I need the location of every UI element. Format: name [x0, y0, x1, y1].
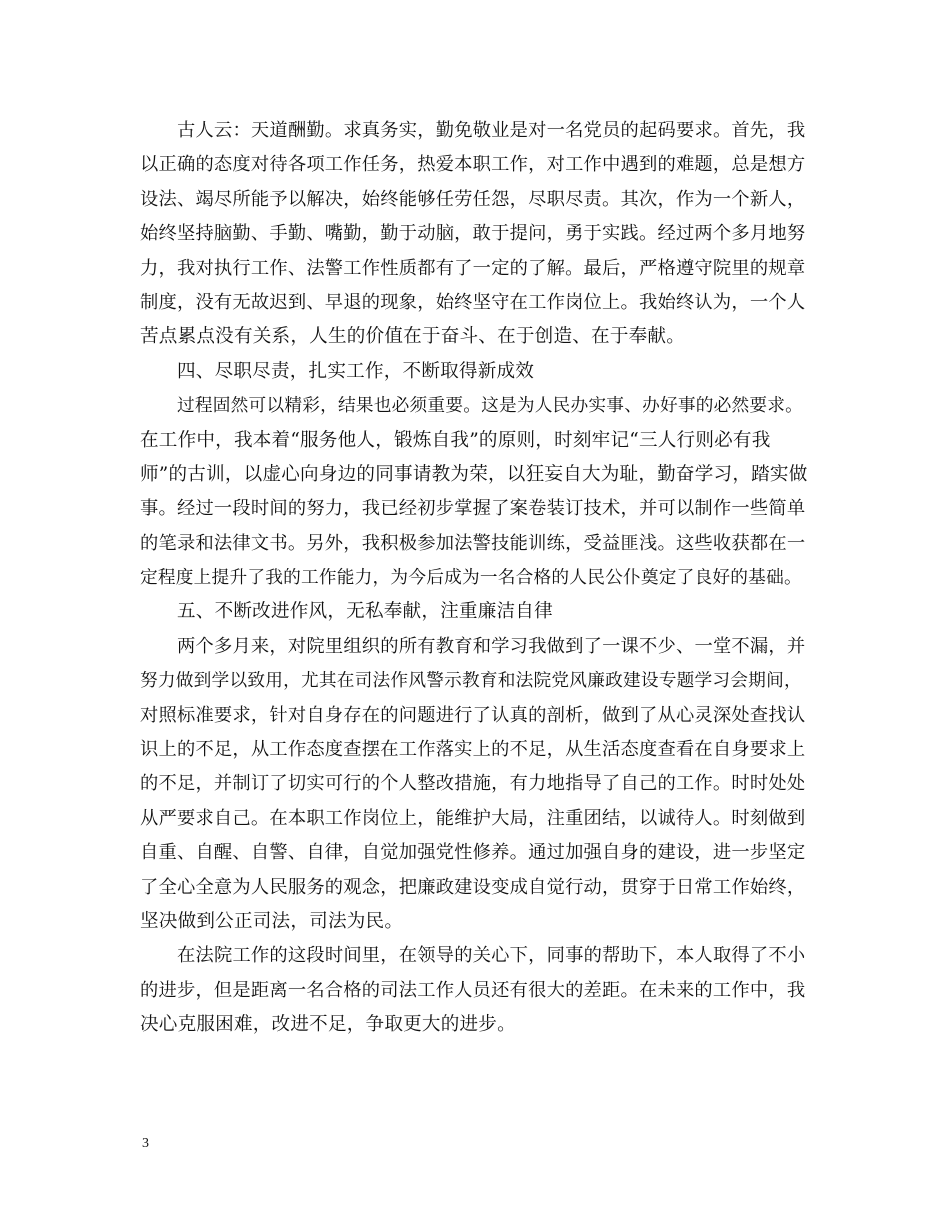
section-heading-five	[140, 595, 812, 629]
text-line: 识上的不足，从工作态度查摆在工作落实上的不足，从生活态度查看在自身要求上	[140, 739, 806, 761]
text-line: 决心克服困难，改进不足，争取更大的进步。	[140, 1014, 516, 1036]
text-line: 始终坚持脑勤、手勤、嘴勤，勤于动脑，敢于提问，勇于实践。经过两个多月地努	[140, 223, 806, 245]
text-line: 坚决做到公正司法，司法为民。	[140, 910, 404, 932]
text-line: 设法、竭尽所能予以解决，始终能够任劳任怨，尽职尽责。其次，作为一个新人，	[140, 188, 806, 210]
text-line: 从严要求自己。在本职工作岗位上，能维护大局，注重团结，以诚待人。时刻做到	[140, 807, 806, 829]
text-line: 事。经过一段时间的努力，我已经初步掌握了案卷装订技术，并可以制作一些简单	[140, 498, 806, 520]
document-body	[140, 114, 812, 1043]
text-line: 在法院工作的这段时间里，在领导的关心下，同事的帮助下，本人取得了不小	[177, 945, 806, 967]
text-line: 力，我对执行工作、法警工作性质都有了一定的了解。最后，严格遵守院里的规章	[140, 257, 806, 279]
section-heading: 五、不断改进作风，无私奉献，注重廉洁自律	[177, 601, 553, 623]
text-line: 对照标准要求，针对自身存在的问题进行了认真的剖析，做到了从心灵深处查找认	[140, 704, 806, 726]
text-line: 古人云：天道酬勤。求真务实，勤免敬业是对一名党员的起码要求。首先，我	[177, 120, 806, 141]
text-line: 制度，没有无故迟到、早退的现象，始终坚守在工作岗位上。我始终认为，一个人	[140, 291, 806, 313]
text-line: 两个多月来，对院里组织的所有教育和学习我做到了一课不少、一堂不漏，并	[177, 635, 806, 657]
text-line: 的不足，并制订了切实可行的个人整改措施，有力地指导了自己的工作。时时处处	[140, 773, 806, 795]
paragraph-diligence	[140, 114, 812, 355]
section-heading: 四、尽职尽责，扎实工作，不断取得新成效	[177, 360, 535, 382]
text-line: 师”的古训，以虚心向身边的同事请教为荣，以狂妄自大为耻，勤奋学习，踏实做	[140, 463, 808, 485]
text-line: 以正确的态度对待各项工作任务，热爱本职工作，对工作中遇到的难题，总是想方	[140, 154, 806, 176]
text-line: 的进步，但是距离一名合格的司法工作人员还有很大的差距。在未来的工作中，我	[140, 979, 806, 1001]
paragraph-results	[140, 389, 812, 595]
text-line: 在工作中，我本着“服务他人，锻炼自我”的原则，时刻牢记“三人行则必有我	[140, 429, 771, 451]
paragraph-integrity	[140, 630, 812, 940]
text-line: 努力做到学以致用，尤其在司法作风警示教育和法院党风廉政建设专题学习会期间，	[140, 671, 802, 692]
paragraph-conclusion	[140, 939, 812, 1042]
text-line: 过程固然可以精彩，结果也必须重要。这是为人民办实事、办好事的必然要求。	[177, 396, 804, 417]
section-heading-four	[140, 355, 812, 389]
text-line: 了全心全意为人民服务的观念，把廉政建设变成自觉行动，贯穿于日常工作始终，	[140, 876, 806, 898]
text-line: 苦点累点没有关系，人生的价值在于奋斗、在于创造、在于奉献。	[140, 326, 686, 348]
text-line: 的笔录和法律文书。另外，我积极参加法警技能训练，受益匪浅。这些收获都在一	[140, 532, 806, 554]
page-number: 3	[142, 1136, 149, 1151]
text-line: 定程度上提升了我的工作能力，为今后成为一名合格的人民公仆奠定了良好的基础。	[140, 568, 802, 589]
text-line: 自重、自醒、自警、自律，自觉加强党性修养。通过加强自身的建设，进一步坚定	[140, 842, 806, 864]
